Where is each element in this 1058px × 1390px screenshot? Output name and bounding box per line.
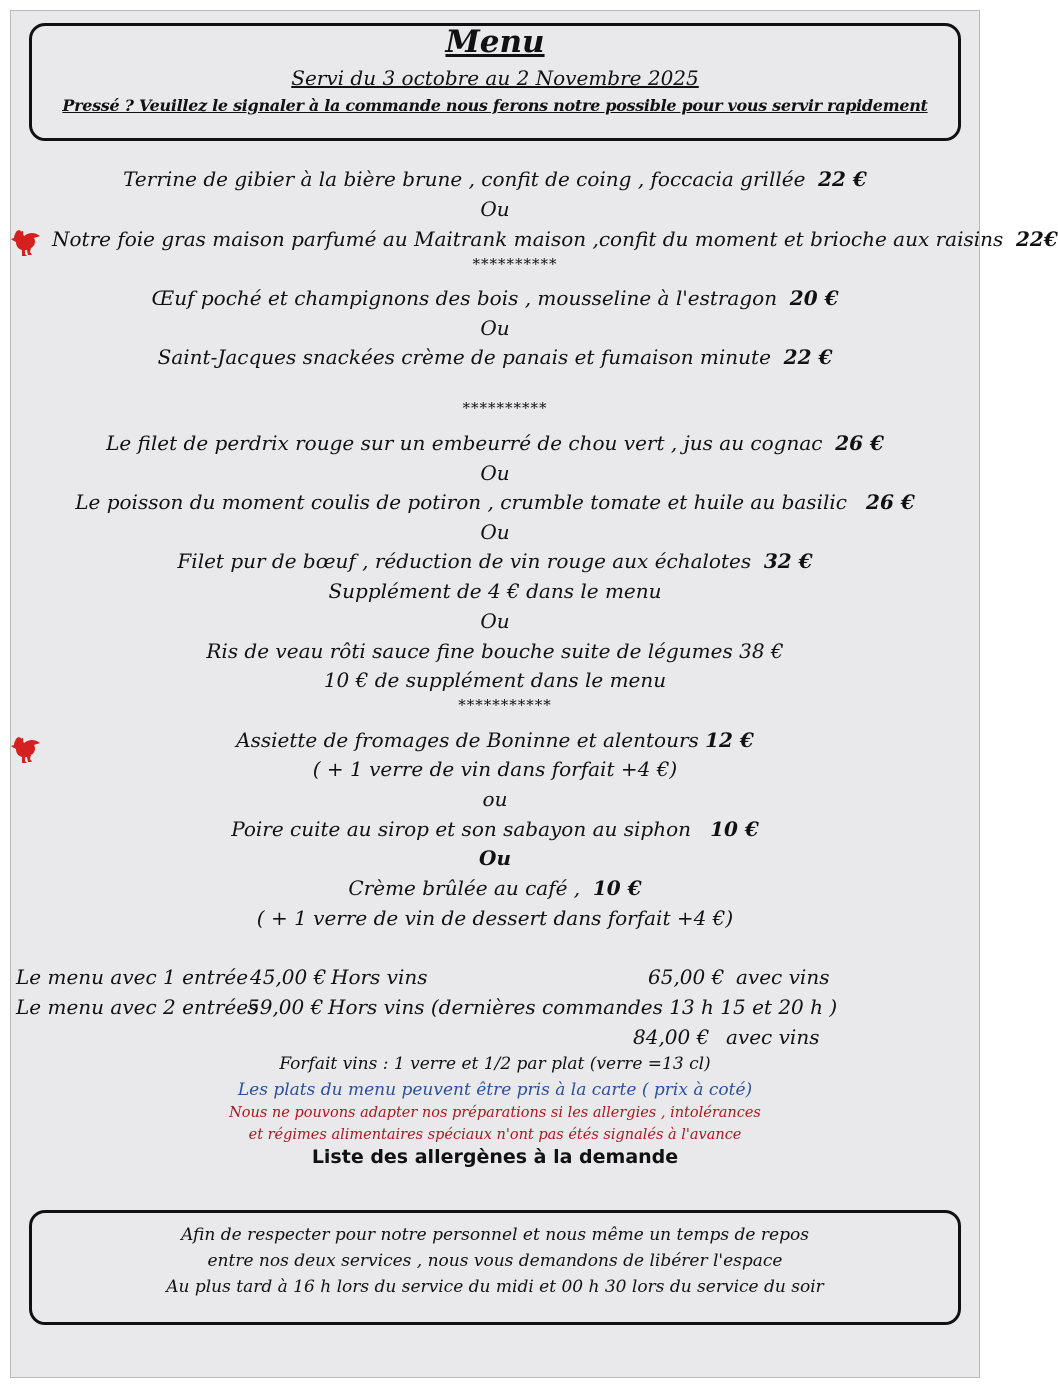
menu-one-entry-wine: avec vins — [736, 965, 830, 989]
or-separator: Ou — [480, 316, 510, 340]
dish-name: Le filet de perdrix rouge sur un embeurré de chou vert , jus au cognac — [106, 431, 823, 455]
stars-separator: *********** — [458, 696, 552, 714]
menu-two-entries-hors: Hors vins (dernières commandes 13 h 15 et 20 h ) — [328, 995, 838, 1019]
stars-separator: ********** — [472, 255, 558, 273]
menu-title: Menu — [445, 24, 545, 60]
dish-price: 26 € — [835, 431, 884, 455]
wine-package-note: Forfait vins : 1 verre et 1/2 par plat (verre =13 cl) — [279, 1054, 711, 1074]
supplement-note: 10 € de supplément dans le menu — [323, 668, 667, 692]
stars-separator: ********** — [462, 399, 548, 417]
starter-item — [0, 344, 990, 370]
menu-two-entries-wine: avec vins — [726, 1025, 820, 1049]
dish-price: 22 € — [783, 345, 833, 369]
dish-price: 10 € — [710, 817, 759, 841]
a-la-carte-note: Les plats du menu peuvent être pris à la carte ( prix à coté) — [237, 1080, 753, 1100]
dish-name: Notre foie gras maison parfumé au Maitrank maison ,confit du moment et brioche aux raisins — [52, 227, 1004, 251]
dish-name: Saint-Jacques snackées crème de panais et fumaison minute — [157, 345, 771, 369]
dish-price: 22 € — [818, 167, 867, 191]
notice-line-3: Au plus tard à 16 h lors du service du midi et 00 h 30 lors du service du soir — [166, 1277, 824, 1297]
dish-price: 10 € — [592, 876, 642, 900]
or-separator: Ou — [479, 846, 511, 870]
menu-one-entry-label: Le menu avec 1 entrée — [16, 965, 249, 989]
wine-note: ( + 1 verre de vin de dessert dans forfait +4 €) — [256, 906, 734, 930]
dish-name: Filet pur de bœuf , réduction de vin rouge aux échalotes — [177, 549, 752, 573]
allergies-note-1: Nous ne pouvons adapter nos préparations si les allergies , intolérances — [229, 1105, 761, 1121]
starter-item — [0, 166, 990, 192]
supplement-note: Supplément de 4 € dans le menu — [328, 579, 662, 603]
dessert-item — [0, 727, 990, 753]
dish-name: Assiette de fromages de Boninne et alentours — [236, 728, 699, 752]
or-separator: ou — [482, 787, 508, 811]
dessert-item — [0, 875, 990, 901]
served-dates: Servi du 3 octobre au 2 Novembre 2025 — [291, 66, 699, 90]
menu-two-entries-price: 59,00 € — [247, 995, 324, 1019]
or-separator: Ou — [480, 520, 510, 544]
wine-note: ( + 1 verre de vin dans forfait +4 €) — [312, 757, 678, 781]
dish-name: Poire cuite au sirop et son sabayon au siphon — [231, 817, 692, 841]
menu-two-entries-label: Le menu avec 2 entrées — [16, 995, 259, 1019]
rooster-icon — [9, 228, 43, 258]
dish-name: Œuf poché et champignons des bois , mousseline à l'estragon — [151, 286, 778, 310]
or-separator: Ou — [480, 609, 510, 633]
main-item — [0, 489, 990, 515]
notice-line-2: entre nos deux services , nous vous demandons de libérer l'espace — [207, 1251, 783, 1271]
starter-item-featured — [52, 226, 1058, 252]
dish-price: 22€ — [1016, 227, 1058, 251]
menu-two-entries-wine-price: 84,00 € — [633, 1025, 710, 1049]
main-item — [0, 548, 990, 574]
menu-one-entry-hors: Hors vins — [331, 965, 428, 989]
dish-name: Le poisson du moment coulis de potiron , crumble tomate et huile au basilic — [75, 490, 847, 514]
dish-price: 20 € — [789, 286, 839, 310]
allergens-list: Liste des allergènes à la demande — [311, 1146, 679, 1168]
dessert-item — [0, 816, 990, 842]
dish-name: Terrine de gibier à la bière brune , confit de coing , foccacia grillée — [123, 167, 806, 191]
dish-name: Crème brûlée au café , — [348, 876, 581, 900]
starter-item — [0, 285, 990, 311]
main-item — [0, 430, 990, 456]
notice-line-1: Afin de respecter pour notre personnel et nous même un temps de repos — [181, 1225, 809, 1245]
menu-one-entry-price: 45,00 € — [250, 965, 327, 989]
dish-price: 26 € — [866, 490, 915, 514]
menu-one-entry-wine-price: 65,00 € — [648, 965, 725, 989]
dish-name: Ris de veau rôti sauce fine bouche suite de légumes 38 € — [206, 639, 784, 663]
pressed-notice: Pressé ? Veuillez le signaler à la commande nous ferons notre possible pour vous servir rapidement — [62, 96, 928, 115]
dish-price: 32 € — [763, 549, 813, 573]
dish-price: 12 € — [705, 728, 754, 752]
main-item — [0, 638, 990, 664]
or-separator: Ou — [480, 461, 510, 485]
allergies-note-2: et régimes alimentaires spéciaux n'ont pas étés signalés à l'avance — [248, 1127, 742, 1143]
or-separator: Ou — [480, 197, 510, 221]
